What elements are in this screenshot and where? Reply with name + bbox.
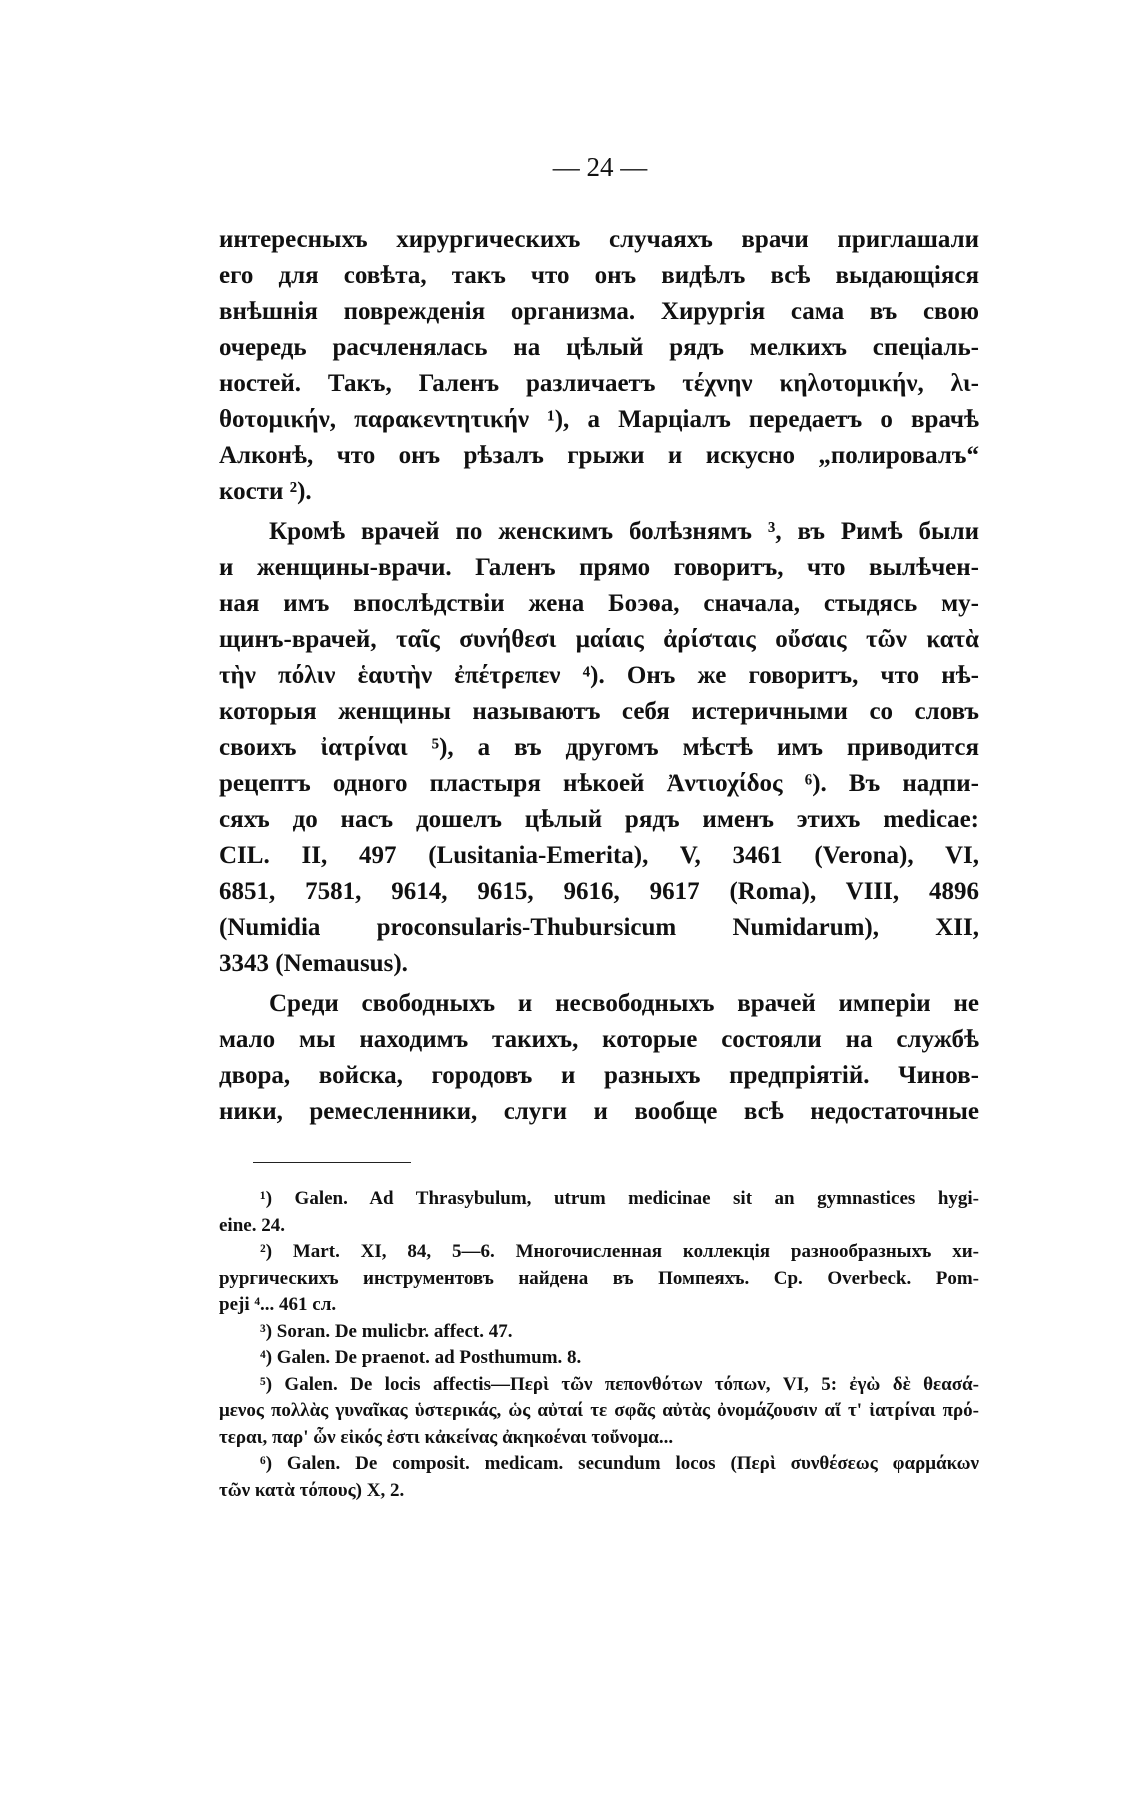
footnote-line: τεραι, παρ' ὧν εἰκός ἐστι κἀκείνας ἀκηκοέναι τοὔνομα...	[219, 1426, 674, 1448]
footnote-line: ³) Soran. De mulicbr. affect. 47.	[260, 1320, 513, 1342]
text-line: своихъ ἰατρίναι ⁵), а въ другомъ мѣстѣ имъ приводится	[219, 734, 979, 761]
footnote-line: ⁴) Galen. De praenot. ad Posthumum. 8.	[260, 1347, 582, 1368]
page-number: — 24 —	[552, 152, 648, 182]
footnote	[219, 1345, 979, 1372]
footnote	[219, 1372, 979, 1452]
footnote-line: μενος πολλὰς γυναῖκας ὑστερικάς, ὡς αὐταί τε σφᾶς αὐτὰς ὀνομάζουσιν αἵ τ' ἰατρίναι πρό-	[219, 1400, 979, 1421]
text-line: ники, ремесленники, слуги и вообще всѣ недостаточные	[219, 1098, 979, 1125]
footnote	[219, 1451, 979, 1504]
footnote	[219, 1186, 979, 1239]
text-line: щинъ-врачей, ταῖς συνήθεσι μαίαις ἀρίσταις οὔσαις τῶν κατὰ	[219, 626, 979, 653]
text-line: очередь расчленялась на цѣлый рядъ мелкихъ спеціаль-	[219, 334, 979, 361]
text-line: его для совѣта, такъ что онъ видѣлъ всѣ выдающіяся	[219, 262, 979, 289]
footnote-line: ⁵) Galen. De locis affectis—Περὶ τῶν πεπονθότων τόπων, VI, 5: ἐγὼ δὲ θεασά-	[260, 1373, 979, 1395]
footnote	[219, 1239, 979, 1319]
footnote-divider	[253, 1162, 411, 1163]
text-line: и женщины-врачи. Галенъ прямо говоритъ, что вылѣчен-	[219, 554, 979, 581]
text-line: которыя женщины называютъ себя истеричными со словъ	[219, 698, 979, 725]
paragraph	[219, 514, 979, 982]
text-line: τὴν πόλιν ἑαυτὴν ἐπέτρεπεν ⁴). Онъ же говоритъ, что нѣ-	[219, 662, 979, 689]
text-line: сяхъ до насъ дошелъ цѣлый рядъ именъ этихъ medicae:	[219, 806, 979, 833]
footnote-line: ⁶) Galen. De composit. medicam. secundum locos (Περὶ συνθέσεως φαρμάκων	[260, 1453, 979, 1474]
text-line: Алконѣ, что онъ рѣзалъ грыжи и искусно „полировалъ“	[219, 442, 979, 469]
footnotes	[219, 1186, 979, 1504]
footnote-line: eine. 24.	[219, 1214, 285, 1236]
footnote-line: τῶν κατὰ τόπους) X, 2.	[219, 1479, 405, 1501]
text-line: θοτομικήν, παρακεντητικήν ¹), а Марціалъ передаетъ о врачѣ	[219, 406, 979, 433]
text-line: кости ²).	[219, 478, 312, 505]
text-line: ностей. Такъ, Галенъ различаетъ τέχνην κηλοτομικήν, λι-	[219, 370, 979, 397]
footnote-line: ²) Mart. XI, 84, 5—6. Многочисленная коллекція разнообразныхъ хи-	[260, 1241, 979, 1262]
text-line: интересныхъ хирургическихъ случаяхъ врачи приглашали	[219, 226, 979, 253]
paragraph	[219, 986, 979, 1130]
text-line: ная имъ впослѣдствіи жена Боэѳа, сначала, стыдясь му-	[219, 590, 979, 617]
paragraph	[219, 222, 979, 510]
footnote-line: рургическихъ инструментовъ найдена въ Помпеяхъ. Ср. Overbeck. Pom-	[219, 1267, 979, 1289]
text-line: 6851, 7581, 9614, 9615, 9616, 9617 (Roma), VIII, 4896	[219, 878, 979, 905]
text-line: CIL. II, 497 (Lusitania-Emerita), V, 3461 (Verona), VI,	[219, 842, 979, 869]
text-line: Среди свободныхъ и несвободныхъ врачей имперіи не	[269, 990, 979, 1017]
text-line: двора, войска, городовъ и разныхъ предпріятій. Чинов-	[219, 1062, 979, 1089]
text-line: рецептъ одного пластыря нѣкоей Ἀντιοχίδος ⁶). Въ надпи-	[219, 770, 979, 797]
text-line: 3343 (Nemausus).	[219, 950, 408, 977]
text-line: Кромѣ врачей по женскимъ болѣзнямъ ³, въ Римѣ были	[269, 518, 979, 545]
text-line: (Numidia proconsularis-Thubursicum Numidarum), XII,	[219, 914, 979, 941]
footnote-line: ¹) Galen. Ad Thrasybulum, utrum medicinae sit an gymnastices hygi-	[260, 1188, 979, 1209]
footnote	[219, 1319, 979, 1346]
text-line: мало мы находимъ такихъ, которые состояли на службѣ	[219, 1026, 979, 1053]
text-line: внѣшнія поврежденія организма. Хирургія сама въ свою	[219, 298, 979, 325]
footnote-line: peji ⁴... 461 сл.	[219, 1294, 337, 1315]
main-text	[219, 222, 979, 1130]
